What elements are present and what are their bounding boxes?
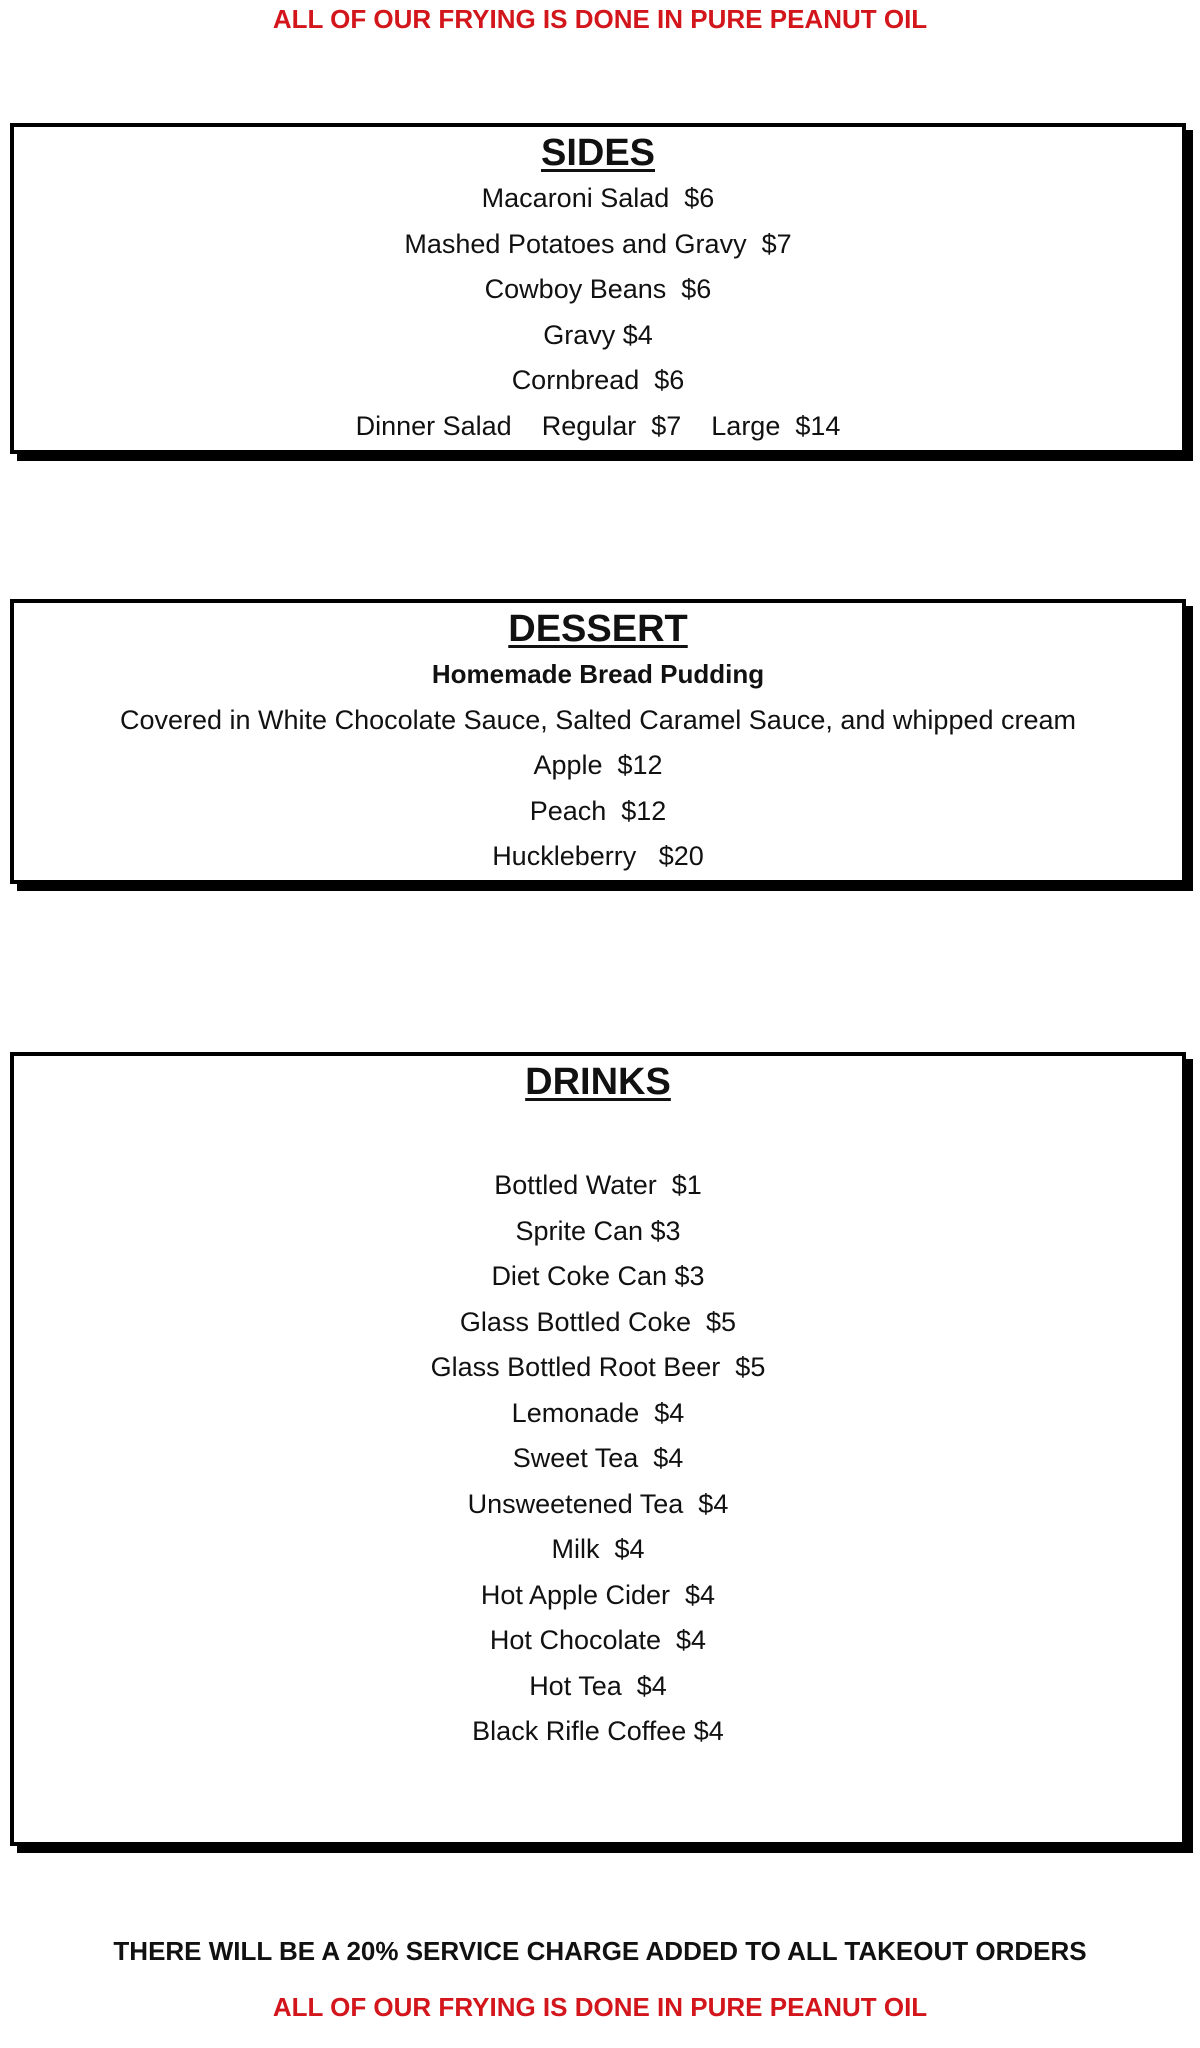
sides-heading: SIDES <box>540 132 656 174</box>
menu-item: Glass Bottled Root Beer $5 <box>430 1352 766 1382</box>
menu-item: Gravy $4 <box>543 319 653 350</box>
menu-item: Unsweetened Tea $4 <box>467 1488 729 1519</box>
menu-item: Milk $4 <box>551 1534 645 1564</box>
menu-item: Bottled Water $1 <box>494 1170 702 1200</box>
menu-item: Hot Chocolate $4 <box>489 1625 707 1655</box>
menu-item: Cornbread $6 <box>511 365 685 395</box>
menu-item: Hot Tea $4 <box>529 1670 667 1701</box>
menu-item: Sweet Tea $4 <box>512 1443 684 1473</box>
menu-item: Huckleberry $20 <box>492 841 704 871</box>
menu-item: Lemonade $4 <box>511 1397 685 1428</box>
menu-item: Glass Bottled Coke $5 <box>459 1306 737 1337</box>
menu-item: Dinner Salad Regular $7 Large $14 <box>355 410 841 441</box>
dessert-description: Covered in White Chocolate Sauce, Salted Caramel Sauce, and whipped cream <box>119 704 1077 735</box>
top-notice: ALL OF OUR FRYING IS DONE IN PURE PEANUT OIL <box>272 4 928 34</box>
dessert-section <box>10 599 1186 884</box>
menu-item: Black Rifle Coffee $4 <box>472 1716 724 1746</box>
menu-item: Apple $12 <box>533 750 663 780</box>
sides-section <box>10 123 1186 454</box>
dessert-subtitle: Homemade Bread Pudding <box>431 659 765 689</box>
bottom-notice: ALL OF OUR FRYING IS DONE IN PURE PEANUT OIL <box>272 1992 928 2022</box>
menu-item: Peach $12 <box>529 795 667 826</box>
menu-item: Mashed Potatoes and Gravy $7 <box>404 228 792 259</box>
dessert-heading: DESSERT <box>508 608 688 650</box>
drinks-section <box>10 1052 1186 1846</box>
drinks-heading: DRINKS <box>525 1061 671 1103</box>
menu-item: Cowboy Beans $6 <box>484 274 712 304</box>
menu-item: Sprite Can $3 <box>515 1215 681 1246</box>
service-charge-notice: THERE WILL BE A 20% SERVICE CHARGE ADDED TO ALL TAKEOUT ORDERS <box>113 1936 1087 1966</box>
menu-item: Diet Coke Can $3 <box>491 1261 705 1291</box>
menu-item: Hot Apple Cider $4 <box>480 1579 716 1610</box>
menu-item: Macaroni Salad $6 <box>481 183 715 213</box>
